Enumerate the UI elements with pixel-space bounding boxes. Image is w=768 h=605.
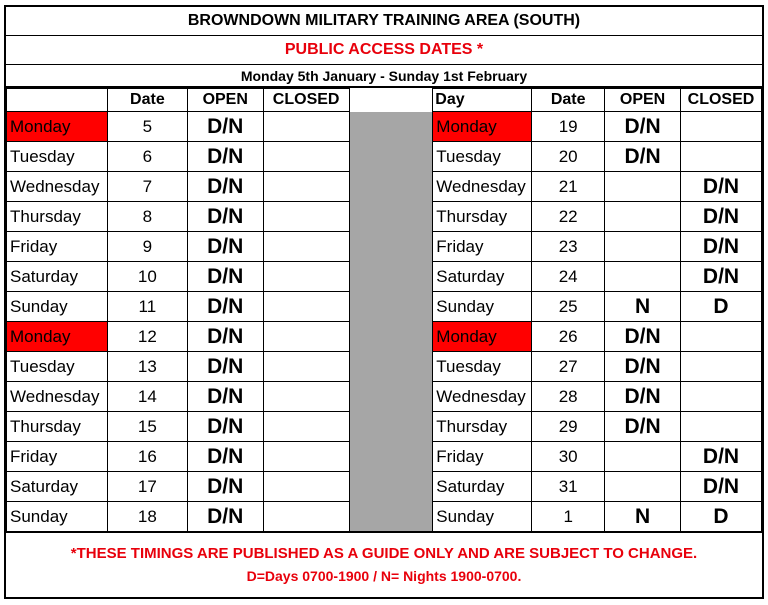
open-cell bbox=[605, 232, 681, 262]
open-cell: D/N bbox=[187, 322, 263, 352]
day-cell: Wednesday bbox=[7, 172, 108, 202]
date-cell: 23 bbox=[532, 232, 605, 262]
date-cell: 16 bbox=[107, 442, 187, 472]
disclaimer-text: *THESE TIMINGS ARE PUBLISHED AS A GUIDE ONLY AND ARE SUBJECT TO CHANGE. bbox=[70, 545, 698, 562]
open-cell: D/N bbox=[187, 202, 263, 232]
closed-cell: D/N bbox=[680, 202, 761, 232]
closed-cell bbox=[263, 502, 349, 532]
closed-cell bbox=[263, 382, 349, 412]
open-cell: D/N bbox=[605, 382, 681, 412]
date-cell: 28 bbox=[532, 382, 605, 412]
open-cell: D/N bbox=[187, 292, 263, 322]
day-cell: Sunday bbox=[7, 502, 108, 532]
closed-cell bbox=[263, 112, 349, 142]
date-cell: 14 bbox=[107, 382, 187, 412]
date-cell: 11 bbox=[107, 292, 187, 322]
closed-cell bbox=[680, 112, 761, 142]
closed-cell bbox=[263, 292, 349, 322]
closed-cell: D/N bbox=[680, 232, 761, 262]
closed-cell bbox=[680, 412, 761, 442]
closed-cell: D/N bbox=[680, 262, 761, 292]
day-cell: Tuesday bbox=[433, 352, 532, 382]
open-cell: D/N bbox=[187, 382, 263, 412]
footer-notice bbox=[6, 531, 762, 599]
header-row bbox=[7, 89, 762, 112]
day-cell: Tuesday bbox=[7, 142, 108, 172]
date-cell: 18 bbox=[107, 502, 187, 532]
date-cell: 12 bbox=[107, 322, 187, 352]
open-cell: D/N bbox=[187, 442, 263, 472]
date-cell: 27 bbox=[532, 352, 605, 382]
closed-cell bbox=[680, 142, 761, 172]
date-cell: 19 bbox=[532, 112, 605, 142]
day-cell: Tuesday bbox=[433, 142, 532, 172]
open-cell: D/N bbox=[187, 262, 263, 292]
closed-cell: D/N bbox=[680, 472, 761, 502]
closed-cell bbox=[263, 172, 349, 202]
day-cell: Thursday bbox=[433, 412, 532, 442]
open-cell bbox=[605, 472, 681, 502]
closed-cell bbox=[263, 322, 349, 352]
day-cell: Saturday bbox=[7, 472, 108, 502]
day-cell: Saturday bbox=[7, 262, 108, 292]
day-cell: Wednesday bbox=[433, 382, 532, 412]
open-cell bbox=[605, 172, 681, 202]
date-range: Monday 5th January - Sunday 1st February bbox=[6, 65, 762, 88]
date-cell: 31 bbox=[532, 472, 605, 502]
open-cell: D/N bbox=[187, 412, 263, 442]
date-cell: 1 bbox=[532, 502, 605, 532]
col-header-closed-right: CLOSED bbox=[680, 89, 761, 112]
date-cell: 25 bbox=[532, 292, 605, 322]
day-cell: Saturday bbox=[433, 262, 532, 292]
closed-cell bbox=[263, 412, 349, 442]
col-header-open-left: OPEN bbox=[187, 89, 263, 112]
date-cell: 24 bbox=[532, 262, 605, 292]
closed-cell bbox=[263, 232, 349, 262]
closed-cell bbox=[680, 382, 761, 412]
col-header-open-right: OPEN bbox=[605, 89, 681, 112]
col-header-day-left bbox=[7, 89, 108, 112]
open-cell bbox=[605, 262, 681, 292]
date-cell: 17 bbox=[107, 472, 187, 502]
open-cell: D/N bbox=[187, 142, 263, 172]
col-header-day-right: Day bbox=[433, 89, 532, 112]
day-cell: Sunday bbox=[7, 292, 108, 322]
day-cell: Wednesday bbox=[433, 172, 532, 202]
day-cell: Thursday bbox=[7, 202, 108, 232]
open-cell: D/N bbox=[187, 112, 263, 142]
open-cell: N bbox=[605, 502, 681, 532]
schedule-grid bbox=[6, 88, 762, 532]
day-cell: Monday bbox=[7, 322, 108, 352]
day-cell: Friday bbox=[433, 442, 532, 472]
closed-cell: D/N bbox=[680, 442, 761, 472]
open-cell: D/N bbox=[187, 172, 263, 202]
day-cell: Friday bbox=[7, 442, 108, 472]
access-schedule-sheet bbox=[4, 5, 764, 599]
date-cell: 21 bbox=[532, 172, 605, 202]
open-cell: D/N bbox=[605, 352, 681, 382]
col-header-date-right: Date bbox=[532, 89, 605, 112]
date-cell: 26 bbox=[532, 322, 605, 352]
closed-cell bbox=[263, 142, 349, 172]
date-cell: 6 bbox=[107, 142, 187, 172]
page-title: BROWNDOWN MILITARY TRAINING AREA (SOUTH) bbox=[6, 7, 762, 36]
day-cell: Monday bbox=[433, 322, 532, 352]
legend-text: D=Days 0700-1900 / N= Nights 1900-0700. bbox=[246, 568, 522, 584]
table-row bbox=[7, 112, 762, 142]
col-header-closed-left: CLOSED bbox=[263, 89, 349, 112]
closed-cell: D/N bbox=[680, 172, 761, 202]
closed-cell bbox=[680, 352, 761, 382]
date-cell: 30 bbox=[532, 442, 605, 472]
open-cell: D/N bbox=[605, 142, 681, 172]
date-cell: 8 bbox=[107, 202, 187, 232]
day-cell: Sunday bbox=[433, 502, 532, 532]
day-cell: Monday bbox=[7, 112, 108, 142]
closed-cell: D bbox=[680, 292, 761, 322]
date-cell: 29 bbox=[532, 412, 605, 442]
day-cell: Friday bbox=[7, 232, 108, 262]
day-cell: Friday bbox=[433, 232, 532, 262]
day-cell: Saturday bbox=[433, 472, 532, 502]
day-cell: Sunday bbox=[433, 292, 532, 322]
schedule-table bbox=[6, 88, 762, 532]
date-cell: 22 bbox=[532, 202, 605, 232]
divider-header bbox=[349, 89, 433, 112]
divider-column bbox=[349, 112, 433, 532]
date-cell: 20 bbox=[532, 142, 605, 172]
day-cell: Monday bbox=[433, 112, 532, 142]
open-cell: N bbox=[605, 292, 681, 322]
open-cell: D/N bbox=[605, 412, 681, 442]
date-cell: 13 bbox=[107, 352, 187, 382]
date-cell: 10 bbox=[107, 262, 187, 292]
closed-cell bbox=[263, 352, 349, 382]
open-cell: D/N bbox=[187, 472, 263, 502]
page-subtitle: PUBLIC ACCESS DATES * bbox=[6, 36, 762, 65]
closed-cell bbox=[263, 262, 349, 292]
open-cell bbox=[605, 442, 681, 472]
date-cell: 9 bbox=[107, 232, 187, 262]
closed-cell bbox=[680, 322, 761, 352]
day-cell: Thursday bbox=[7, 412, 108, 442]
closed-cell bbox=[263, 472, 349, 502]
day-cell: Thursday bbox=[433, 202, 532, 232]
open-cell: D/N bbox=[187, 502, 263, 532]
closed-cell bbox=[263, 442, 349, 472]
open-cell bbox=[605, 202, 681, 232]
open-cell: D/N bbox=[187, 352, 263, 382]
day-cell: Tuesday bbox=[7, 352, 108, 382]
closed-cell bbox=[263, 202, 349, 232]
date-cell: 5 bbox=[107, 112, 187, 142]
open-cell: D/N bbox=[187, 232, 263, 262]
open-cell: D/N bbox=[605, 322, 681, 352]
date-cell: 7 bbox=[107, 172, 187, 202]
closed-cell: D bbox=[680, 502, 761, 532]
open-cell: D/N bbox=[605, 112, 681, 142]
day-cell: Wednesday bbox=[7, 382, 108, 412]
date-cell: 15 bbox=[107, 412, 187, 442]
col-header-date-left: Date bbox=[107, 89, 187, 112]
